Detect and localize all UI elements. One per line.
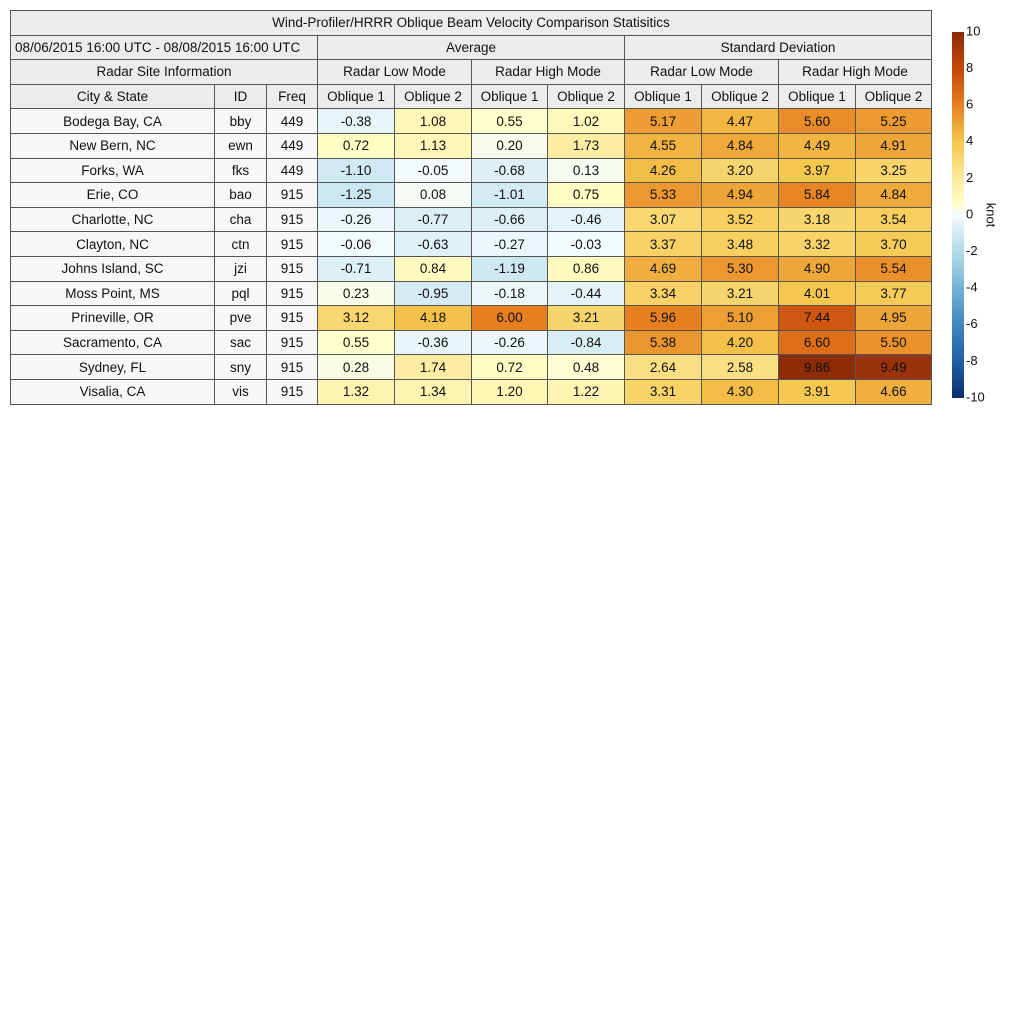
city-cell: Johns Island, SC [11,256,215,281]
std-high-oblique2-cell: 3.77 [856,281,932,306]
city-cell: Bodega Bay, CA [11,109,215,134]
average-header: Average [318,35,625,60]
id-cell: vis [215,379,267,404]
avg-high-oblique1-cell: -0.26 [472,330,548,355]
avg-low-oblique1-cell: 0.23 [318,281,395,306]
std-low-oblique2-cell: 4.20 [702,330,779,355]
std-high-oblique1-cell: 5.84 [779,183,856,208]
std-high-oblique2-cell: 4.91 [856,133,932,158]
avg-low-oblique2-cell: 1.74 [395,355,472,380]
colorbar-ticks [966,23,985,404]
std-high-oblique2-cell: 9.49 [856,355,932,380]
std-high-oblique2-cell: 4.84 [856,183,932,208]
avg-low-oblique2-cell: 1.08 [395,109,472,134]
std-high-mode-header: Radar High Mode [779,60,932,85]
period-label: 08/06/2015 16:00 UTC - 08/08/2015 16:00 UTC [11,35,318,60]
std-high-oblique1-cell: 9.86 [779,355,856,380]
table-row [11,281,932,306]
freq-cell: 915 [267,207,318,232]
avg-low-mode-header: Radar Low Mode [318,60,472,85]
freq-cell: 915 [267,256,318,281]
table-row [11,207,932,232]
freq-column-header: Freq [267,84,318,109]
std-low-oblique2-cell: 5.30 [702,256,779,281]
avg-low-oblique2-cell: -0.95 [395,281,472,306]
avg-low-oblique1-cell: 0.55 [318,330,395,355]
avg-high-oblique2-cell: 0.13 [548,158,625,183]
avg-low-oblique1-cell: -0.71 [318,256,395,281]
std-low-oblique2-cell: 5.10 [702,306,779,331]
std-high-oblique2-cell: 5.25 [856,109,932,134]
std-low-oblique1-cell: 3.37 [625,232,702,257]
freq-cell: 449 [267,109,318,134]
avg-high-oblique1-cell: 0.55 [472,109,548,134]
table-row [11,330,932,355]
avg-low-oblique1-cell: 0.28 [318,355,395,380]
city-cell: Charlotte, NC [11,207,215,232]
city-cell: Visalia, CA [11,379,215,404]
mode-header-row [11,60,932,85]
std-low-oblique1-cell: 4.26 [625,158,702,183]
std-dev-header: Standard Deviation [625,35,932,60]
std-high-oblique1-cell: 4.90 [779,256,856,281]
avg-high-oblique2-cell: 0.86 [548,256,625,281]
freq-cell: 915 [267,379,318,404]
title-row [11,11,932,36]
city-cell: Prineville, OR [11,306,215,331]
colorbar-tick-label: -6 [966,316,978,332]
freq-cell: 915 [267,330,318,355]
id-cell: bby [215,109,267,134]
avg-high-oblique2-cell: -0.44 [548,281,625,306]
city-cell: Forks, WA [11,158,215,183]
group-header-row [11,35,932,60]
city-cell: Sacramento, CA [11,330,215,355]
avg-low-oblique1-cell: -0.38 [318,109,395,134]
colorbar-tick-label: -8 [966,352,978,368]
table-row [11,133,932,158]
avg-high-oblique1-header: Oblique 1 [472,84,548,109]
freq-cell: 915 [267,183,318,208]
avg-high-oblique1-cell: -0.18 [472,281,548,306]
city-cell: Erie, CO [11,183,215,208]
std-low-oblique2-header: Oblique 2 [702,84,779,109]
avg-high-mode-header: Radar High Mode [472,60,625,85]
avg-high-oblique2-cell: -0.84 [548,330,625,355]
std-low-oblique2-cell: 4.47 [702,109,779,134]
avg-low-oblique1-cell: 1.32 [318,379,395,404]
id-cell: pve [215,306,267,331]
colorbar-tick-label: -10 [966,389,985,405]
colorbar-tick-label: -4 [966,279,978,295]
avg-low-oblique2-cell: -0.77 [395,207,472,232]
avg-high-oblique2-cell: 1.02 [548,109,625,134]
colorbar-tick-label: 0 [966,206,974,222]
freq-cell: 449 [267,158,318,183]
avg-low-oblique2-cell: 1.34 [395,379,472,404]
avg-low-oblique2-cell: 0.08 [395,183,472,208]
colorbar-tick-label: 8 [966,60,974,76]
avg-high-oblique2-header: Oblique 2 [548,84,625,109]
freq-cell: 915 [267,232,318,257]
std-high-oblique1-cell: 3.91 [779,379,856,404]
avg-high-oblique2-cell: 3.21 [548,306,625,331]
std-high-oblique2-cell: 4.95 [856,306,932,331]
avg-low-oblique1-cell: -0.26 [318,207,395,232]
avg-high-oblique1-cell: -0.68 [472,158,548,183]
colorbar-gradient [952,32,964,398]
std-low-oblique2-cell: 4.84 [702,133,779,158]
avg-low-oblique1-cell: -1.10 [318,158,395,183]
table-row [11,256,932,281]
avg-high-oblique1-cell: -1.01 [472,183,548,208]
avg-high-oblique2-cell: 0.75 [548,183,625,208]
avg-high-oblique1-cell: -1.19 [472,256,548,281]
std-high-oblique2-cell: 3.54 [856,207,932,232]
id-cell: bao [215,183,267,208]
avg-high-oblique1-cell: -0.66 [472,207,548,232]
avg-low-oblique2-cell: -0.36 [395,330,472,355]
std-high-oblique2-cell: 5.50 [856,330,932,355]
table-row [11,355,932,380]
colorbar [950,23,1010,420]
std-low-oblique1-cell: 4.69 [625,256,702,281]
avg-high-oblique1-cell: 0.20 [472,133,548,158]
std-low-oblique1-cell: 3.34 [625,281,702,306]
city-cell: Sydney, FL [11,355,215,380]
avg-low-oblique1-cell: -1.25 [318,183,395,208]
avg-high-oblique2-cell: 1.73 [548,133,625,158]
avg-low-oblique1-cell: 0.72 [318,133,395,158]
avg-low-oblique2-cell: 1.13 [395,133,472,158]
std-low-oblique2-cell: 3.20 [702,158,779,183]
id-cell: cha [215,207,267,232]
table-title: Wind-Profiler/HRRR Oblique Beam Velocity Comparison Statisitics [11,11,932,36]
avg-high-oblique2-cell: 1.22 [548,379,625,404]
id-cell: sny [215,355,267,380]
id-cell: pql [215,281,267,306]
std-high-oblique1-cell: 7.44 [779,306,856,331]
std-high-oblique2-cell: 3.70 [856,232,932,257]
table-row [11,109,932,134]
colorbar-tick-label: 2 [966,169,974,185]
avg-low-oblique2-cell: -0.63 [395,232,472,257]
avg-low-oblique1-header: Oblique 1 [318,84,395,109]
table-row [11,232,932,257]
std-low-oblique1-cell: 5.96 [625,306,702,331]
std-low-oblique2-cell: 3.48 [702,232,779,257]
id-cell: ctn [215,232,267,257]
avg-high-oblique1-cell: 1.20 [472,379,548,404]
site-info-header: Radar Site Information [11,60,318,85]
freq-cell: 915 [267,355,318,380]
std-high-oblique2-cell: 3.25 [856,158,932,183]
std-low-oblique2-cell: 3.52 [702,207,779,232]
colorbar-tick-label: 4 [966,133,974,149]
std-high-oblique1-cell: 3.32 [779,232,856,257]
avg-low-oblique1-cell: -0.06 [318,232,395,257]
avg-high-oblique2-cell: 0.48 [548,355,625,380]
avg-low-oblique2-cell: 0.84 [395,256,472,281]
id-cell: ewn [215,133,267,158]
freq-cell: 915 [267,281,318,306]
table-row [11,158,932,183]
avg-high-oblique1-cell: 0.72 [472,355,548,380]
colorbar-tick-label: 6 [966,96,974,112]
colorbar-unit-label: knot [983,202,999,228]
std-high-oblique1-cell: 5.60 [779,109,856,134]
std-low-oblique2-cell: 2.58 [702,355,779,380]
std-high-oblique1-cell: 3.97 [779,158,856,183]
freq-cell: 449 [267,133,318,158]
freq-cell: 915 [267,306,318,331]
std-low-oblique1-header: Oblique 1 [625,84,702,109]
std-high-oblique2-cell: 4.66 [856,379,932,404]
std-high-oblique1-cell: 4.49 [779,133,856,158]
std-low-oblique1-cell: 3.31 [625,379,702,404]
avg-low-oblique1-cell: 3.12 [318,306,395,331]
std-low-oblique2-cell: 4.30 [702,379,779,404]
id-cell: jzi [215,256,267,281]
table-row [11,306,932,331]
colorbar-tick-label: -2 [966,243,978,259]
std-high-oblique1-cell: 6.60 [779,330,856,355]
avg-high-oblique2-cell: -0.46 [548,207,625,232]
std-high-oblique1-cell: 4.01 [779,281,856,306]
std-high-oblique1-header: Oblique 1 [779,84,856,109]
colorbar-tick-label: 10 [966,23,981,39]
std-high-oblique1-cell: 3.18 [779,207,856,232]
city-cell: Moss Point, MS [11,281,215,306]
std-low-oblique2-cell: 4.94 [702,183,779,208]
std-low-oblique1-cell: 4.55 [625,133,702,158]
std-low-oblique2-cell: 3.21 [702,281,779,306]
id-cell: sac [215,330,267,355]
avg-low-oblique2-header: Oblique 2 [395,84,472,109]
avg-low-oblique2-cell: -0.05 [395,158,472,183]
std-high-oblique2-cell: 5.54 [856,256,932,281]
avg-low-oblique2-cell: 4.18 [395,306,472,331]
avg-high-oblique2-cell: -0.03 [548,232,625,257]
std-low-oblique1-cell: 5.33 [625,183,702,208]
city-cell: Clayton, NC [11,232,215,257]
stats-table [10,10,932,405]
avg-high-oblique1-cell: -0.27 [472,232,548,257]
std-high-oblique2-header: Oblique 2 [856,84,932,109]
std-low-oblique1-cell: 2.64 [625,355,702,380]
id-column-header: ID [215,84,267,109]
id-cell: fks [215,158,267,183]
std-low-mode-header: Radar Low Mode [625,60,779,85]
table-row [11,379,932,404]
city-cell: New Bern, NC [11,133,215,158]
std-low-oblique1-cell: 5.38 [625,330,702,355]
avg-high-oblique1-cell: 6.00 [472,306,548,331]
column-header-row [11,84,932,109]
std-low-oblique1-cell: 3.07 [625,207,702,232]
std-low-oblique1-cell: 5.17 [625,109,702,134]
table-row [11,183,932,208]
city-column-header: City & State [11,84,215,109]
